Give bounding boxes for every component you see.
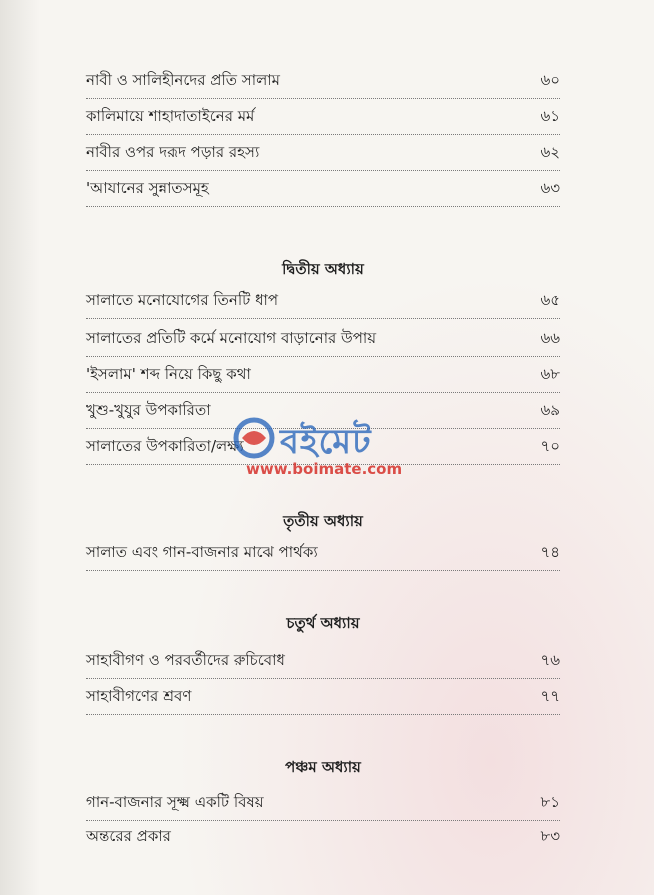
toc-entry-page: ৬৮ [540,365,560,383]
toc-entry-page: ৬১ [540,107,560,125]
toc-entry [86,534,560,571]
toc-entry [86,62,560,99]
toc-entry-title: সালাতে মনোযোগের তিনটি ধাপ [86,291,279,309]
toc-entry-title: 'আযানের সুন্নাতসমূহ [86,179,209,197]
toc-entry-title: 'ইসলাম' শব্দ নিয়ে কিছু কথা [86,365,251,383]
toc-entry-page: ৭০ [540,437,560,455]
toc-entry-title: গান-বাজনার সূক্ষ্ম একটি বিষয় [86,793,264,811]
toc-entry-page: ৬৯ [540,401,560,419]
toc-entry [86,98,560,135]
toc-entry-page: ৬০ [540,71,560,89]
toc-entry [86,320,560,357]
chapter-heading: পঞ্চম অধ্যায় [285,758,361,776]
boimate-logo-icon [232,416,276,460]
toc-entry-page: ৮১ [540,793,560,811]
toc-entry-title: সালাত এবং গান-বাজনার মাঝে পার্থক্য [86,543,318,561]
toc-entry-page: ৬২ [540,143,560,161]
toc-entry-page: ৬৩ [540,179,560,197]
toc-entry [86,784,560,821]
page-gutter-shadow [0,0,40,895]
toc-entry-page: ৮৩ [540,827,560,845]
toc-entry [86,282,560,319]
toc-entry-page: ৬৬ [540,329,560,347]
toc-entry-page: ৬৫ [540,291,560,309]
toc-entry-title: কালিমায়ে শাহাদাতাইনের মর্ম [86,107,255,125]
toc-entry [86,642,560,679]
toc-entry-page: ৭৬ [540,651,560,669]
toc-entry-title: অন্তরের প্রকার [86,827,171,845]
toc-entry-page: ৭৭ [540,687,560,705]
chapter-heading: দ্বিতীয় অধ্যায় [282,260,364,278]
toc-entry-title: সাহাবীগণের শ্রবণ [86,687,192,705]
toc-entry-title: সালাতের উপকারিতা/লক্ষ্য [86,437,244,455]
toc-entry-title: নাবীর ওপর দরূদ পড়ার রহস্য [86,143,260,161]
toc-entry-title: সাহাবীগণ ও পরবর্তীদের রুচিবোধ [86,651,285,669]
watermark [232,416,432,482]
toc-entry-title: সালাতের প্রতিটি কর্মে মনোযোগ বাড়ানোর উপায় [86,329,377,347]
toc-entry [86,818,560,854]
toc-entry [86,170,560,207]
toc-entry-page: ৭৪ [540,543,560,561]
toc-entry [86,134,560,171]
toc-entry-title: খুশু-খুযুর উপকারিতা [86,401,211,419]
chapter-heading: তৃতীয় অধ্যায় [283,512,363,530]
watermark-url: www.boimate.com [246,460,403,478]
toc-entry [86,356,560,393]
watermark-brand: বইমেট [280,422,372,462]
toc-entry-title: নাবী ও সালিহীনদের প্রতি সালাম [86,71,280,89]
toc-entry [86,678,560,715]
chapter-heading: চতুর্থ অধ্যায় [286,614,360,632]
